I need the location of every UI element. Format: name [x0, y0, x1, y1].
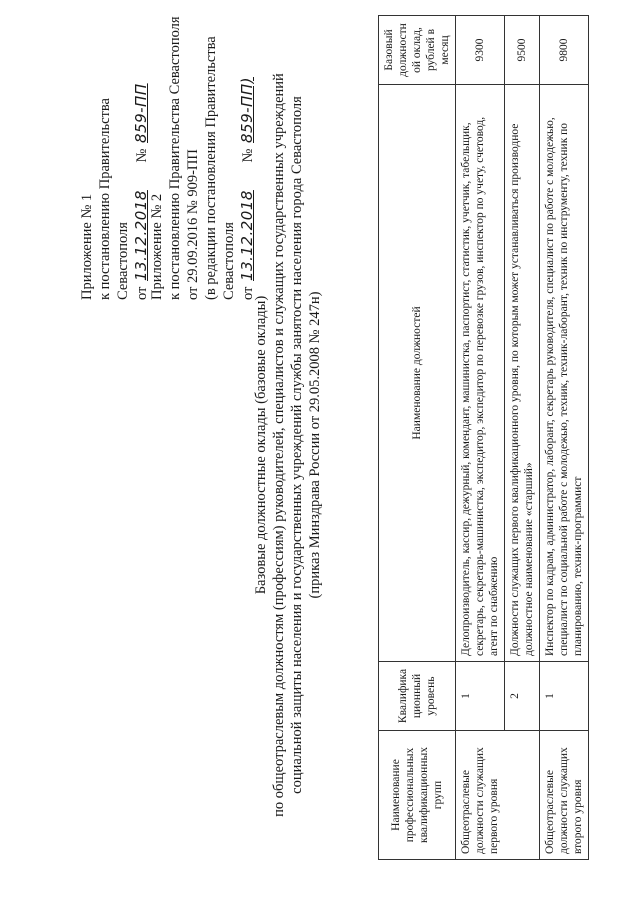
annex-1-block	[78, 20, 151, 300]
row-group: Общеотраслевые должности служащих второго уровня	[540, 731, 589, 860]
row-positions: Должности служащих первого квалификационного уровня, по которым может устанавливаться производное должностное наименование «старший»	[505, 85, 540, 662]
salary-table	[378, 15, 589, 860]
annex-1-title: Приложение № 1	[79, 193, 95, 300]
annex-2-date: 13.12.2018	[238, 190, 256, 281]
table-header-row	[379, 16, 456, 860]
annex-1-number: 859-ПП	[132, 83, 150, 143]
annex-2-block: Приложение № 2 к постановлению Правительства Севастополя от 29.09.2016 № 909-ПП (в редакции постановления Правительства Севастополя от 13.12.2018 № 859-ПП)	[149, 16, 256, 300]
annex-2-title: Приложение № 2	[149, 193, 165, 300]
header-positions: Наименование должностей	[379, 85, 456, 662]
row-salary: 9500	[505, 16, 540, 85]
row-positions: Инспектор по кадрам, администратор, лаборант, секретарь руководителя, специалист по работе с молодежью, специалист по социальной работе с молодежью, техник, техник-лаборант, техник по инструменту, техник по планированию, техник-программист	[540, 85, 589, 662]
header-salary: Базовый должностн ой оклад, рублей в месяц	[379, 16, 456, 85]
row-salary: 9300	[456, 16, 505, 85]
document-title: Базовые должностные оклады (базовые оклады) по общеотраслевым должностям (профессиям) руководителей, специалистов и служащих государственных учреждений социальной защиты населения и государственных учреждений службы занятости населения города Севастополя (приказ Минздрава России от 29.05.2008 № 247н)	[253, 73, 323, 817]
row-group: Общеотраслевые должности служащих первого уровня	[456, 731, 540, 860]
annex-1-date-line: от 13.12.2018 № 859-ПП	[132, 83, 150, 300]
table-row	[540, 16, 589, 860]
row-level: 1	[456, 662, 505, 731]
table-row	[456, 16, 505, 860]
row-level: 2	[505, 662, 540, 731]
row-positions: Делопроизводитель, кассир, дежурный, комендант, машинистка, паспортист, статистик, учетчик, табельщик, секретарь, секретарь-машинистка, экспедитор, экспедитор по перевозке грузов, инспектор по учету, счетовод, агент по снабжению	[456, 85, 505, 662]
row-salary: 9800	[540, 16, 589, 85]
header-level: Квалифика ционный уровень	[379, 662, 456, 731]
header-group: Наименование профессиональных квалификационных групп	[379, 731, 456, 860]
annex-1-date: 13.12.2018	[132, 190, 150, 281]
annex-2-number: 859-ПП)	[238, 77, 256, 143]
annex-2-date-line: от 13.12.2018 № 859-ПП)	[238, 77, 256, 300]
row-level: 1	[540, 662, 589, 731]
annex-1-resolution: к постановлению Правительства Севастополя	[97, 98, 131, 300]
